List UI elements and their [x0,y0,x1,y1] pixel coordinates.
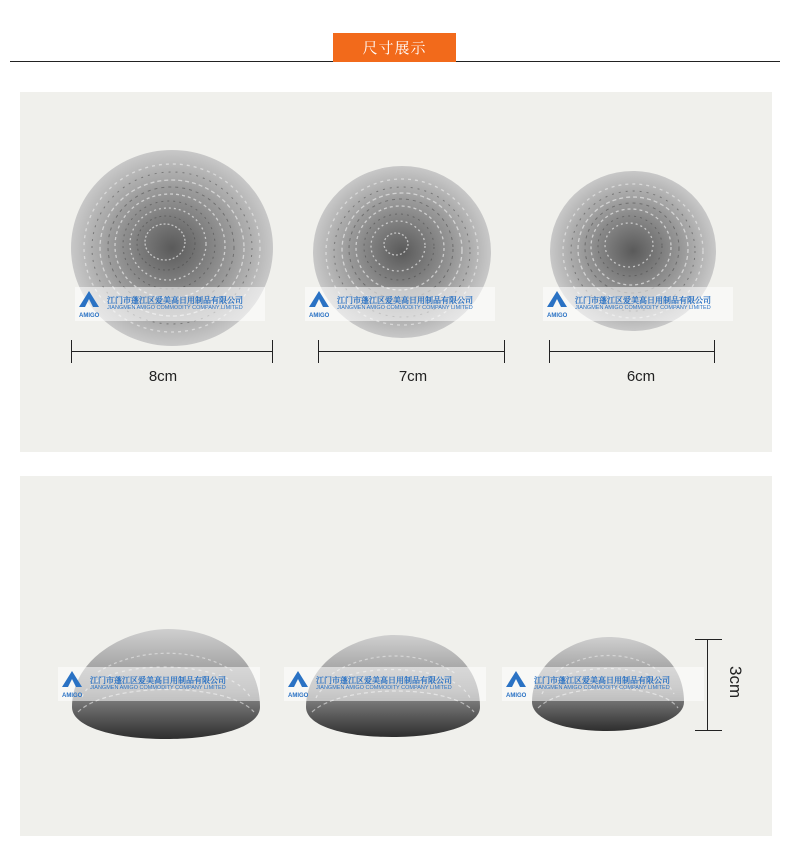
watermark-company-cn: 江门市蓬江区爱美高日用制品有限公司 [337,295,473,305]
size-label-medium: 7cm [398,368,428,385]
amigo-logo-icon: AMIGO [309,291,333,317]
dimension-line-medium [318,351,505,352]
watermark-company-en: JIANGMEN AMIGO COMMODITY COMPANY LIMITED [316,685,452,692]
company-watermark [305,287,495,321]
company-watermark [502,667,704,701]
company-watermark [58,667,260,701]
dimension-line-small [549,351,715,352]
dimension-line-large [71,351,273,352]
watermark-company-cn: 江门市蓬江区爱美高日用制品有限公司 [316,675,452,685]
watermark-company-cn: 江门市蓬江区爱美高日用制品有限公司 [575,295,711,305]
size-label-large: 8cm [148,368,178,385]
height-label: 3cm [726,666,745,699]
watermark-company-cn: 江门市蓬江区爱美高日用制品有限公司 [534,675,670,685]
watermark-company-en: JIANGMEN AMIGO COMMODITY COMPANY LIMITED [337,305,473,312]
amigo-logo-icon: AMIGO [506,671,530,697]
height-dimension-line [707,639,708,731]
watermark-company-cn: 江门市蓬江区爱美高日用制品有限公司 [90,675,226,685]
company-watermark [284,667,486,701]
watermark-company-en: JIANGMEN AMIGO COMMODITY COMPANY LIMITED [575,305,711,312]
company-watermark [543,287,733,321]
company-watermark [75,287,265,321]
amigo-logo-icon: AMIGO [62,671,86,697]
amigo-logo-icon: AMIGO [288,671,312,697]
watermark-company-en: JIANGMEN AMIGO COMMODITY COMPANY LIMITED [107,305,243,312]
amigo-logo-icon: AMIGO [79,291,103,317]
amigo-logo-icon: AMIGO [547,291,571,317]
section-title: 尺寸展示 [333,33,456,62]
watermark-company-cn: 江门市蓬江区爱美高日用制品有限公司 [107,295,243,305]
size-label-small: 6cm [626,368,656,385]
watermark-company-en: JIANGMEN AMIGO COMMODITY COMPANY LIMITED [534,685,670,692]
watermark-company-en: JIANGMEN AMIGO COMMODITY COMPANY LIMITED [90,685,226,692]
